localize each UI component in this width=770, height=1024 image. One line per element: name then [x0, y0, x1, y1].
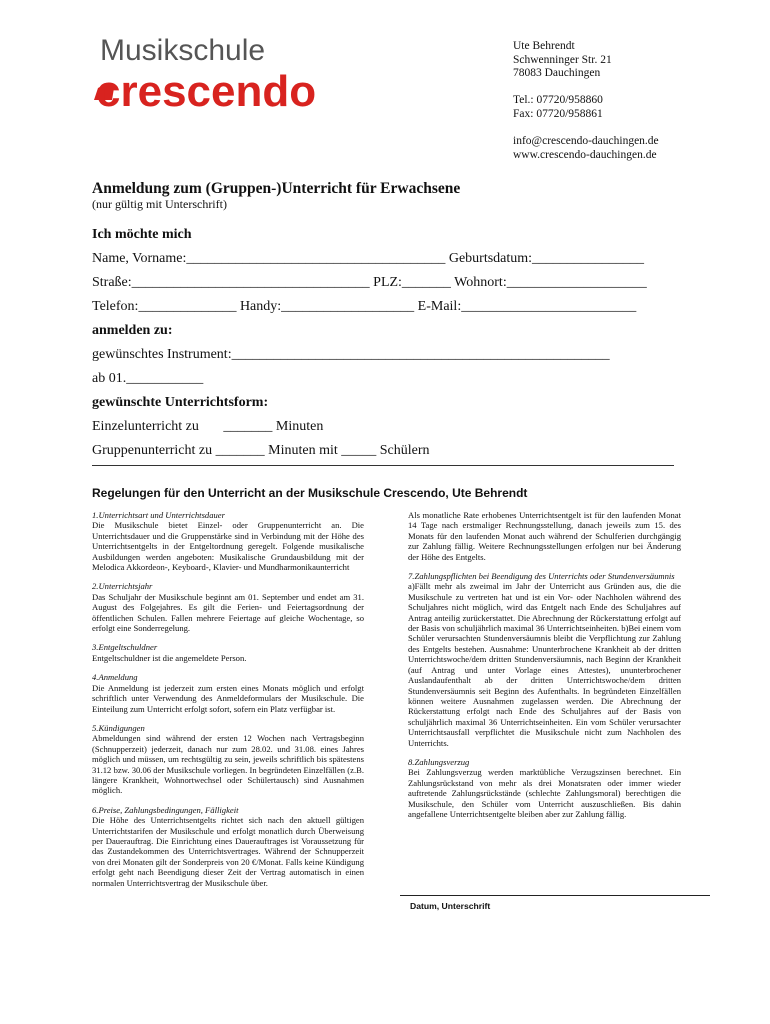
contact-fax: Fax: 07720/958861 — [513, 107, 603, 120]
address-field-line[interactable]: Straße:__________________________________ PLZ:_______ Wohnort:____________________ — [92, 275, 647, 290]
start-date-field-line[interactable]: ab 01.___________ — [92, 371, 204, 386]
logo-line1: Musikschule — [100, 34, 266, 67]
contact-web[interactable]: www.crescendo-dauchingen.de — [513, 148, 657, 161]
contact-address — [513, 40, 659, 162]
rule-text: Die Höhe des Unterrichtsentgelts richtet sich nach den aktuell gültigen Unterrichtstarifen der Musikschule und erfolgt monatlich durch Überweisung per Dauerauftrag. Die Einrichtung eines Dauerauftrages ist Voraussetzung für das Zustandekommen des Unterrichtsvertrages. Während der Schnupperzeit von drei Monaten gilt der Sonderpreis von 20 €/Monat. Falls keine Kündigung erfolgt geht nach Beendigung dieser Zeit der Vertrag automatisch in einen normalen Unterrichtsvertrag der Musikschule über. — [92, 815, 364, 888]
rule-heading: 4.Anmeldung — [92, 672, 138, 683]
contact-field-line[interactable]: Telefon:______________ Handy:___________________ E-Mail:_________________________ — [92, 299, 637, 314]
section-unterrichtsform: gewünschte Unterrichtsform: — [92, 395, 269, 410]
rule-heading: 2.Unterrichtsjahr — [92, 581, 153, 592]
rule-text: Entgeltschuldner ist die angemeldete Person. — [92, 652, 247, 663]
rules-title: Regelungen für den Unterricht an der Musikschule Crescendo, Ute Behrendt — [92, 486, 528, 500]
rule-text: Die Anmeldung ist jederzeit zum ersten eines Monats möglich und erfolgt schriftlich unter Verwendung des Anmeldeformulars der Musikschule. Die Einteilung zum Unterricht erfolgt sofort, sofern ein Platz verfügbar ist. — [92, 682, 364, 714]
musikschule-logo — [92, 30, 332, 114]
rule-block — [408, 510, 681, 562]
rule-block — [92, 672, 364, 714]
rule-block — [92, 723, 364, 796]
contact-name: Ute Behrendt — [513, 40, 575, 52]
section-anmelden-zu: anmelden zu: — [92, 323, 173, 338]
contact-tel: Tel.: 07720/958860 — [513, 94, 603, 107]
rule-heading: 3.Entgeltschuldner — [92, 642, 158, 653]
signature-line[interactable] — [400, 895, 710, 896]
rule-heading: 7.Zahlungspflichten bei Beendigung des Unterrichts oder Stundenversäumnis — [408, 571, 675, 582]
rule-heading: 1.Unterrichtsart und Unterrichtsdauer — [92, 510, 225, 520]
rule-block — [92, 581, 364, 633]
form-divider — [92, 465, 674, 466]
rule-heading: 6.Preise, Zahlungsbedingungen, Fälligkeit — [92, 804, 239, 815]
rule-text: Das Schuljahr der Musikschule beginnt am 01. September und endet am 31. August des Folgejahres. Es gilt die Ferien- und Feiertagsordnung der öffentlichen Schulen. Fallen mehrere Feiertage auf gleiche Wochentage, so erfolgt eine Sonderregelung. — [92, 591, 364, 634]
rule-heading: 8.Zahlungsverzug — [408, 756, 470, 767]
rule-block — [408, 571, 681, 748]
contact-city: 78083 Dauchingen — [513, 67, 601, 80]
name-field-line[interactable]: Name, Vorname:_____________________________________ Geburtsdatum:________________ — [92, 251, 645, 266]
rules-right-column — [408, 510, 681, 828]
logo-line2: crescendo — [96, 67, 317, 114]
form-title: Anmeldung zum (Gruppen-)Unterricht für Erwachsene — [92, 180, 461, 197]
rule-text: Bei Zahlungsverzug werden marktübliche Verzugszinsen berechnet. Ein Zahlungsrückstand von mehr als drei Monatsraten oder immer wieder auftretende Zahlungsrückstände (schlechte Zahlungsmoral) berechtigen die Musikschule, den Schüler vom Unterricht auszuschließen. Bis dahin angefallene Unterrichtsentgelte bleiben aber zur Zahlung fällig. — [408, 767, 681, 819]
einzel-field-line[interactable]: Einzelunterricht zu _______ Minuten — [92, 419, 324, 434]
instrument-field-line[interactable]: gewünschtes Instrument:______________________________________________________ — [92, 347, 610, 362]
contact-email[interactable]: info@crescendo-dauchingen.de — [513, 135, 659, 148]
rule-heading: 5.Kündigungen — [92, 722, 145, 733]
signature-label: Datum, Unterschrift — [410, 901, 491, 911]
gruppen-field-line[interactable]: Gruppenunterricht zu _______ Minuten mit _____ Schülern — [92, 443, 430, 458]
section-ich-moechte: Ich möchte mich — [92, 227, 192, 242]
rule-block — [92, 510, 364, 572]
rule-text: a)Fällt mehr als zweimal im Jahr der Unterricht aus Gründen aus, die die Musikschule zu vertreten hat und ist ein Vor- oder Nachholen während des Schuljahres nicht möglich, wird das Entgelt nach Ende des Schuljahres auf Antrag anteilig zurückerstattet. Die Abrechnung der Rückerstattung erfolgt auf der Basis von schuljährlich maximal 36 Unterrichtseinheiten. b)Bei einem vom Schüler verursachten Stundenversäumnis bleibt die Verpflichtung zur Zahlung des Entgelts bestehen. Ausnahme: Ununterbrochene Krankheit ab der dritten Unterrichtswoche/dem dritten Stundenversäumnis, nach Beginn der Krankheit (auf Antrag und unter Vorlage eines Attestes), ununterbrochener Auslandaufenthalt ab der dritten Unterrichtswoche/dem dritten Stundenversäumnis seit Beginn des Aufenthalts. In begründeten Einzelfällen können weitere Ausnahmen zugelassen werden. Die Abrechnung der Rückerstattung erfolgt nach Ende des Schuljahres auf der Basis von schuljährlich maximal 36 Unterrichtseinheiten. Ein vom Schüler verursachter Unterrichtsausfall verpflichtet die Musikschule nicht zum Nachholen des Unterrichts. — [408, 581, 681, 748]
contact-street: Schwenninger Str. 21 — [513, 53, 612, 66]
rule-block — [92, 805, 364, 888]
rule-text: Als monatliche Rate erhobenes Unterrichtsentgelt ist für den laufenden Monat 14 Tage nach erstmaliger Rechnungsstellung, danach jeweils zum 15. des Monats für den laufenden Monat auch während der Schulferien durchgängig zur Zahlung fällig. Weitere Rechnungsstellungen erfolgen nur bei Änderung der Höhe des Entgelts. — [408, 510, 681, 562]
rule-text: Abmeldungen sind während der ersten 12 Wochen nach Vertragsbeginn (Schnupperzeit) jederzeit, danach nur zum 28.02. und 31.08. eines Jahres möglich und müssen, um rechtsgültig zu sein, jeweils schriftlich bis spätestens 31.12 bzw. 30.06 der Musikschule vorliegen. In begründeten Einzelfällen (z.B. längere Krankheit, Wohnortwechsel oder Schülertausch) sind Ausnahmen möglich. — [92, 733, 364, 796]
rule-block — [408, 757, 681, 819]
form-subtitle: (nur gültig mit Unterschrift) — [92, 197, 227, 211]
rules-left-column — [92, 510, 364, 897]
rule-block — [92, 642, 364, 663]
rule-text: Die Musikschule bietet Einzel- oder Gruppenunterricht an. Die Unterrichtsdauer und die Gruppenstärke sind in Verbindung mit der Höhe des Unterrichtsentgelts in der Entgeltordnung geregelt. Folgende musikalische Ausbildungen werden angeboten: Musikalische Grundausbildung mit der Melodica Akkordeon-, Keyboard-, Klavier- und Mundharmonikaunterricht — [92, 520, 364, 573]
